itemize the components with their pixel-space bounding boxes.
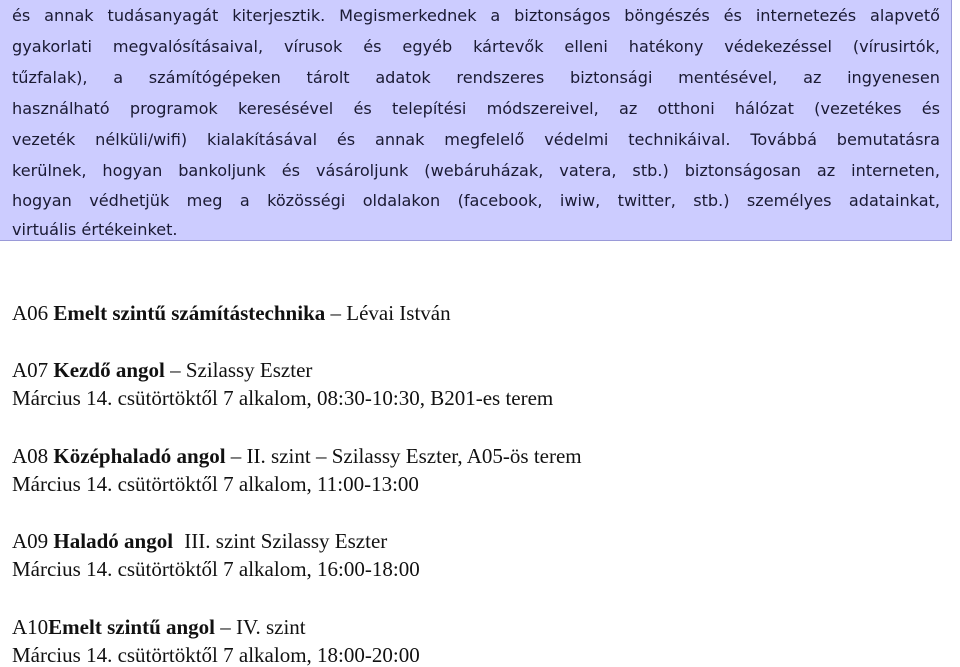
course-code: A08: [12, 444, 49, 468]
course-a09-details: Március 14. csütörtöktől 7 alkalom, 16:00-18:00: [12, 557, 420, 581]
course-dash: –: [220, 615, 231, 639]
course-a06-header: [12, 301, 451, 325]
course-title: Középhaladó angol: [53, 444, 226, 468]
course-title: Emelt szintű számítástechnika: [53, 301, 326, 325]
description-line: használható programok keresésével és telepítési módszereivel, az otthoni hálózat (vezetékes és: [12, 99, 940, 118]
course-level: II. szint: [246, 444, 311, 468]
description-line: kerülnek, hogyan bankoljunk és vásároljunk (webáruházak, vatera, stb.) biztonságosan az interneten,: [12, 161, 940, 180]
course-teacher: Szilassy Eszter: [185, 358, 313, 382]
course-dash: –: [315, 444, 327, 468]
course-dash: –: [170, 358, 181, 382]
course-a10-header: [12, 615, 306, 639]
course-teacher: Szilassy Eszter: [260, 529, 388, 553]
course-title: Haladó angol: [53, 529, 174, 553]
course-code: A09: [12, 529, 49, 553]
course-teacher: Szilassy Eszter, A05-ös terem: [331, 444, 582, 468]
course-level: III. szint: [184, 529, 256, 553]
description-line: gyakorlati megvalósításaival, vírusok és egyéb kártevők elleni hatékony védekezéssel (vírusirtók,: [12, 37, 940, 56]
description-line: tűzfalak), a számítógépeken tárolt adatok rendszeres biztonsági mentésével, az ingyenesen: [12, 68, 940, 87]
course-dash: –: [230, 444, 242, 468]
course-a08-details: Március 14. csütörtöktől 7 alkalom, 11:00-13:00: [12, 472, 419, 496]
course-a07-details: Március 14. csütörtöktől 7 alkalom, 08:30-10:30, B201-es terem: [12, 386, 554, 410]
course-level: IV. szint: [236, 615, 306, 639]
course-code: A10: [12, 615, 49, 639]
description-line: vezeték nélküli/wifi) kialakításával és annak megfelelő védelmi technikáival. Továbbá bemutatásra: [12, 130, 940, 149]
course-a09-header: [12, 529, 387, 553]
course-code: A06: [12, 301, 49, 325]
course-a10-details: Március 14. csütörtöktől 7 alkalom, 18:00-20:00: [12, 643, 420, 667]
course-dash: –: [330, 301, 341, 325]
description-line: virtuális értékeinket.: [12, 220, 178, 239]
course-title: Kezdő angol: [53, 358, 165, 382]
course-a08-header: [12, 444, 582, 468]
description-line: hogyan védhetjük meg a közösségi oldalakon (facebook, iwiw, twitter, stb.) személyes adatainkat,: [12, 191, 940, 210]
description-line: és annak tudásanyagát kiterjesztik. Megismerkednek a biztonságos böngészés és internetezés alapvető: [12, 6, 940, 25]
course-title: Emelt szintű angol: [48, 615, 216, 639]
course-teacher: Lévai István: [346, 301, 451, 325]
course-description-box: [0, 0, 952, 241]
course-a07-header: [12, 358, 312, 382]
course-code: A07: [12, 358, 49, 382]
